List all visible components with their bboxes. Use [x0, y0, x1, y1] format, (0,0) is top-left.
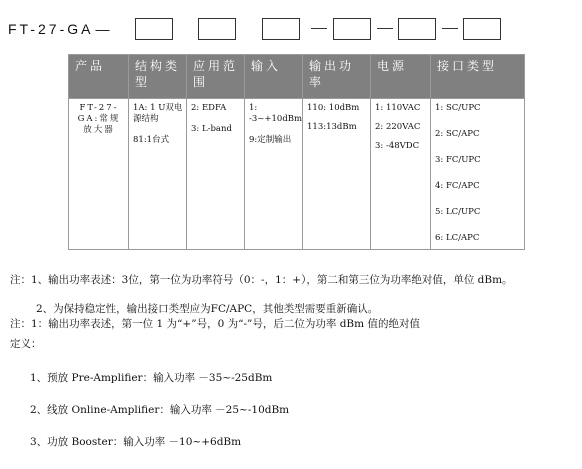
header-product: 产品	[69, 55, 129, 99]
code-box-1[interactable]	[135, 18, 173, 40]
structure-option: 81:1台式	[133, 135, 170, 145]
power-option: 2: 220VAC	[375, 122, 421, 132]
model-code: FT-27-GA	[8, 21, 94, 37]
power-option: 3: -48VDC	[375, 141, 420, 151]
note-pre-amplifier: 1、预放 Pre-Amplifier：输入功率 －35~-25dBm	[30, 372, 273, 384]
cell-product	[69, 99, 129, 250]
cell-input	[245, 99, 303, 250]
interface-option: 4: FC/APC	[435, 181, 480, 191]
interface-option: 1: SC/UPC	[435, 103, 481, 113]
header-power: 电源	[371, 55, 431, 99]
interface-option: 6: LC/APC	[435, 233, 480, 243]
cell-structure	[129, 99, 187, 250]
cell-interface	[431, 99, 525, 250]
note-output-power-sign: 注：1：输出功率表述，第一位 1 为“+”号，0 为“-”号，后二位为功率 dBm 值的绝对值	[10, 318, 420, 330]
model-code-dash: —	[95, 21, 110, 37]
input-option: 1: -3~+10dBm	[249, 103, 303, 124]
table-row	[69, 99, 525, 250]
spec-table	[68, 54, 525, 250]
code-box-5[interactable]	[398, 18, 436, 40]
header-row	[69, 55, 525, 99]
interface-option: 3: FC/UPC	[435, 155, 481, 165]
cell-power	[371, 99, 431, 250]
model-code-row	[8, 18, 109, 40]
output-option: 113:13dBm	[307, 122, 357, 132]
code-separator-1	[311, 28, 327, 29]
structure-option: 1A: 1 U双电源结构	[133, 103, 183, 124]
code-separator-3	[442, 28, 458, 29]
header-output: 输出功率	[303, 55, 371, 99]
code-box-3[interactable]	[262, 18, 300, 40]
note-interface-stability: 2、为保持稳定性，输出接口类型应为FC/APC，其他类型需要重新确认。	[36, 303, 379, 315]
cell-application	[187, 99, 245, 250]
code-box-4[interactable]	[333, 18, 371, 40]
input-option: 9:定制输出	[249, 135, 292, 145]
interface-option: 2: SC/APC	[435, 129, 480, 139]
note-definition-heading: 定义：	[10, 338, 42, 350]
header-interface: 接口类型	[431, 55, 525, 99]
interface-option: 5: LC/UPC	[435, 207, 481, 217]
note-output-power: 注：1、输出功率表述：3位，第一位为功率符号（0：-，1：+），第二和第三位为功率绝对值，单位 dBm。	[10, 274, 513, 286]
header-structure: 结构类型	[129, 55, 187, 99]
code-box-2[interactable]	[198, 18, 236, 40]
note-booster: 3、功放 Booster：输入功率 －10~+6dBm	[30, 436, 242, 448]
application-option: 2: EDFA	[191, 103, 227, 113]
output-option: 110: 10dBm	[307, 103, 360, 113]
note-online-amplifier: 2、线放 Online-Amplifier：输入功率 －25~-10dBm	[30, 404, 290, 416]
code-separator-2	[377, 28, 393, 29]
power-option: 1: 110VAC	[375, 103, 421, 113]
header-application: 应用范围	[187, 55, 245, 99]
application-option: 3: L-band	[191, 124, 232, 134]
code-box-6[interactable]	[463, 18, 501, 40]
cell-output	[303, 99, 371, 250]
product-text: FT-27-GA:常规放大器	[77, 103, 121, 135]
header-input: 输入	[245, 55, 303, 99]
